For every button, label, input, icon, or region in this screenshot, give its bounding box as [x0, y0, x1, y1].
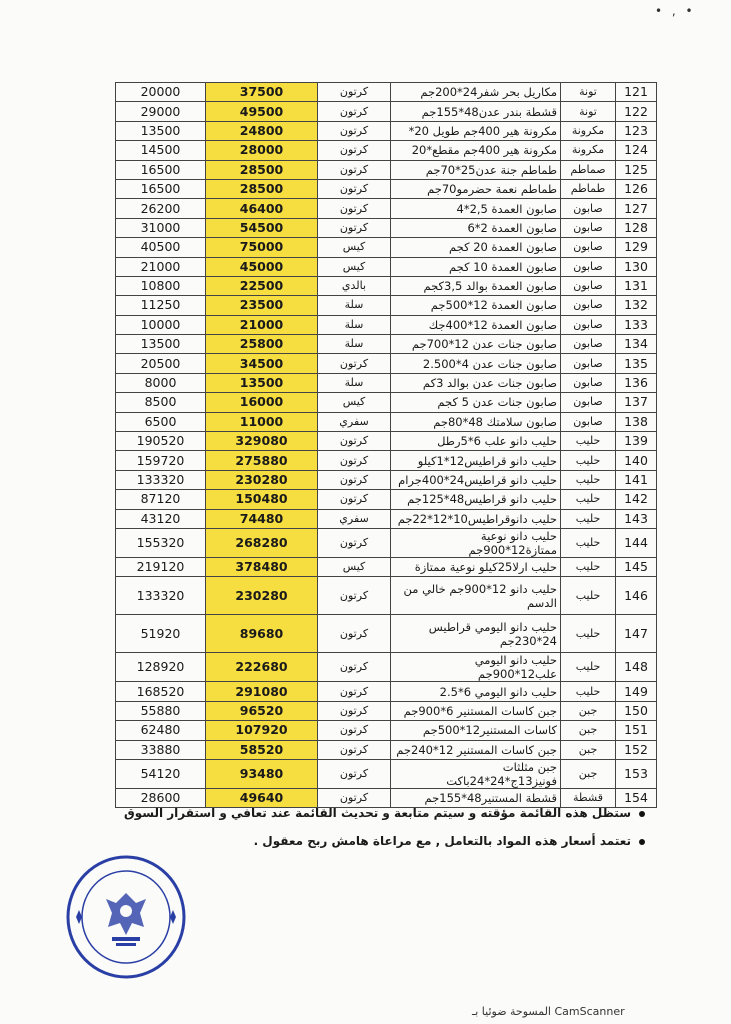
unit-cell: سلة — [318, 315, 391, 334]
unit-cell: كرتون — [318, 682, 391, 701]
table-row — [116, 577, 657, 615]
item-name-cell: حليب ارلا25كيلو نوعية ممتازة — [391, 557, 561, 576]
unit-cell: كرتون — [318, 759, 391, 788]
unit-cell: كرتون — [318, 470, 391, 489]
price-cell: 22500 — [206, 276, 318, 295]
table-row — [116, 141, 657, 160]
old-price-cell: 155320 — [116, 528, 206, 557]
category-cell: صابون — [561, 296, 616, 315]
old-price-cell: 28600 — [116, 788, 206, 807]
row-number-cell: 131 — [616, 276, 657, 295]
price-cell: 96520 — [206, 701, 318, 720]
category-cell: حليب — [561, 490, 616, 509]
category-cell: مكرونة — [561, 121, 616, 140]
old-price-cell: 40500 — [116, 238, 206, 257]
old-price-cell: 29000 — [116, 102, 206, 121]
item-name-cell: صابون العمدة 20 كجم — [391, 238, 561, 257]
price-cell: 49640 — [206, 788, 318, 807]
price-cell: 13500 — [206, 373, 318, 392]
price-cell: 89680 — [206, 615, 318, 653]
old-price-cell: 55880 — [116, 701, 206, 720]
unit-cell: كرتون — [318, 490, 391, 509]
price-cell: 107920 — [206, 721, 318, 740]
row-number-cell: 142 — [616, 490, 657, 509]
old-price-cell: 6500 — [116, 412, 206, 431]
price-cell: 74480 — [206, 509, 318, 528]
table-row — [116, 373, 657, 392]
item-name-cell: جبن كاسات المستنير 12*240جم — [391, 740, 561, 759]
old-price-cell: 62480 — [116, 721, 206, 740]
table-row — [116, 121, 657, 140]
table-row — [116, 682, 657, 701]
category-cell: صماطم — [561, 160, 616, 179]
row-number-cell: 139 — [616, 432, 657, 451]
price-cell: 275880 — [206, 451, 318, 470]
unit-cell: كرتون — [318, 701, 391, 720]
row-number-cell: 148 — [616, 653, 657, 682]
old-price-cell: 14500 — [116, 141, 206, 160]
category-cell: صابون — [561, 335, 616, 354]
category-cell: تونة — [561, 102, 616, 121]
category-cell: صابون — [561, 238, 616, 257]
unit-cell: كرتون — [318, 788, 391, 807]
row-number-cell: 138 — [616, 412, 657, 431]
row-number-cell: 128 — [616, 218, 657, 237]
old-price-cell: 43120 — [116, 509, 206, 528]
old-price-cell: 26200 — [116, 199, 206, 218]
category-cell: تونة — [561, 83, 616, 102]
price-table — [115, 82, 657, 808]
item-name-cell: صابون جنات عدن 5 كجم — [391, 393, 561, 412]
price-cell: 230280 — [206, 577, 318, 615]
row-number-cell: 146 — [616, 577, 657, 615]
item-name-cell: صابون العمدة 2,5*4 — [391, 199, 561, 218]
unit-cell: كرتون — [318, 199, 391, 218]
table-row — [116, 701, 657, 720]
item-name-cell: حليب دانو نوعية ممتازة12*900جم — [391, 528, 561, 557]
old-price-cell: 51920 — [116, 615, 206, 653]
category-cell: جبن — [561, 721, 616, 740]
item-name-cell: صابون العمدة بوالد 3,5كجم — [391, 276, 561, 295]
category-cell: مكرونة — [561, 141, 616, 160]
table-row — [116, 721, 657, 740]
category-cell: جبن — [561, 759, 616, 788]
category-cell: حليب — [561, 470, 616, 489]
unit-cell: كرتون — [318, 577, 391, 615]
item-name-cell: حليب دانو اليومي 6*2.5 — [391, 682, 561, 701]
row-number-cell: 141 — [616, 470, 657, 489]
category-cell: قشطة — [561, 788, 616, 807]
item-name-cell: صابون العمدة 2*6 — [391, 218, 561, 237]
scanner-footer: المسوحة ضوئيا بـ CamScanner — [472, 1005, 625, 1018]
price-cell: 11000 — [206, 412, 318, 431]
category-cell: حليب — [561, 615, 616, 653]
row-number-cell: 136 — [616, 373, 657, 392]
row-number-cell: 129 — [616, 238, 657, 257]
item-name-cell: صابون العمدة 12*400جك — [391, 315, 561, 334]
unit-cell: بالدي — [318, 276, 391, 295]
old-price-cell: 10000 — [116, 315, 206, 334]
price-cell: 28000 — [206, 141, 318, 160]
note-text: ستظل هذه القائمة مؤقته و سيتم متابعة و تحديث القائمة عند تعافي و استقرار السوق — [124, 806, 631, 820]
price-cell: 34500 — [206, 354, 318, 373]
row-number-cell: 150 — [616, 701, 657, 720]
item-name-cell: حليب دانو 12*900جم خالي من الدسم — [391, 577, 561, 615]
old-price-cell: 16500 — [116, 160, 206, 179]
table-row — [116, 759, 657, 788]
category-cell: حليب — [561, 577, 616, 615]
old-price-cell: 31000 — [116, 218, 206, 237]
item-name-cell: حليب دانو قراطيس24*400جرام — [391, 470, 561, 489]
category-cell: صابون — [561, 393, 616, 412]
category-cell: حليب — [561, 451, 616, 470]
category-cell: صابون — [561, 199, 616, 218]
unit-cell: كرتون — [318, 451, 391, 470]
old-price-cell: 159720 — [116, 451, 206, 470]
unit-cell: سلة — [318, 373, 391, 392]
unit-cell: سفري — [318, 412, 391, 431]
row-number-cell: 134 — [616, 335, 657, 354]
unit-cell: كرتون — [318, 179, 391, 198]
row-number-cell: 135 — [616, 354, 657, 373]
category-cell: صابون — [561, 257, 616, 276]
price-cell: 45000 — [206, 257, 318, 276]
unit-cell: كيس — [318, 393, 391, 412]
item-name-cell: طماطم نعمة حضرمو70جم — [391, 179, 561, 198]
price-cell: 23500 — [206, 296, 318, 315]
category-cell: حليب — [561, 509, 616, 528]
price-cell: 93480 — [206, 759, 318, 788]
table-row — [116, 432, 657, 451]
item-name-cell: صابون العمدة 12*500جم — [391, 296, 561, 315]
table-row — [116, 238, 657, 257]
unit-cell: سفري — [318, 509, 391, 528]
table-row — [116, 179, 657, 198]
table-row — [116, 315, 657, 334]
table-row — [116, 557, 657, 576]
unit-cell: كرتون — [318, 83, 391, 102]
price-cell: 49500 — [206, 102, 318, 121]
note-item — [70, 834, 645, 848]
unit-cell: كرتون — [318, 615, 391, 653]
category-cell: حليب — [561, 528, 616, 557]
category-cell: طماطم — [561, 179, 616, 198]
unit-cell: كيس — [318, 557, 391, 576]
price-cell: 329080 — [206, 432, 318, 451]
price-cell: 25800 — [206, 335, 318, 354]
old-price-cell: 133320 — [116, 470, 206, 489]
item-name-cell: حليب دانو اليومي قراطيس 24*230جم — [391, 615, 561, 653]
old-price-cell: 87120 — [116, 490, 206, 509]
category-cell: حليب — [561, 653, 616, 682]
table-row — [116, 412, 657, 431]
row-number-cell: 126 — [616, 179, 657, 198]
price-cell: 54500 — [206, 218, 318, 237]
row-number-cell: 127 — [616, 199, 657, 218]
row-number-cell: 151 — [616, 721, 657, 740]
price-table-container — [115, 82, 656, 808]
price-cell: 37500 — [206, 83, 318, 102]
bullet-icon — [639, 811, 645, 817]
row-number-cell: 132 — [616, 296, 657, 315]
category-cell: صابون — [561, 354, 616, 373]
old-price-cell: 8000 — [116, 373, 206, 392]
row-number-cell: 153 — [616, 759, 657, 788]
old-price-cell: 54120 — [116, 759, 206, 788]
old-price-cell: 190520 — [116, 432, 206, 451]
unit-cell: كرتون — [318, 160, 391, 179]
old-price-cell: 10800 — [116, 276, 206, 295]
row-number-cell: 144 — [616, 528, 657, 557]
old-price-cell: 16500 — [116, 179, 206, 198]
price-cell: 46400 — [206, 199, 318, 218]
table-row — [116, 296, 657, 315]
item-name-cell: قشطة المستنير48*155جم — [391, 788, 561, 807]
row-number-cell: 121 — [616, 83, 657, 102]
item-name-cell: حليب دانو علب 6*5رطل — [391, 432, 561, 451]
unit-cell: كرتون — [318, 740, 391, 759]
category-cell: صابون — [561, 315, 616, 334]
old-price-cell: 8500 — [116, 393, 206, 412]
table-row — [116, 528, 657, 557]
table-row — [116, 393, 657, 412]
unit-cell: كرتون — [318, 102, 391, 121]
table-row — [116, 451, 657, 470]
item-name-cell: صابون جنات عدن 4*2.500 — [391, 354, 561, 373]
table-row — [116, 615, 657, 653]
item-name-cell: كاسات المستنير12*500جم — [391, 721, 561, 740]
bullet-icon — [639, 839, 645, 845]
table-row — [116, 276, 657, 295]
old-price-cell: 128920 — [116, 653, 206, 682]
price-cell: 75000 — [206, 238, 318, 257]
old-price-cell: 13500 — [116, 121, 206, 140]
price-cell: 28500 — [206, 160, 318, 179]
item-name-cell: حليب دانو قراطيس48*125جم — [391, 490, 561, 509]
note-text: تعتمد أسعار هذه المواد بالتعامل , مع مراعاة هامش ربح معقول . — [253, 834, 631, 848]
price-cell: 24800 — [206, 121, 318, 140]
price-cell: 150480 — [206, 490, 318, 509]
table-row — [116, 509, 657, 528]
price-cell: 58520 — [206, 740, 318, 759]
row-number-cell: 130 — [616, 257, 657, 276]
item-name-cell: مكرونة هير 400جم مقطع*20 — [391, 141, 561, 160]
table-row — [116, 218, 657, 237]
table-row — [116, 102, 657, 121]
unit-cell: كرتون — [318, 354, 391, 373]
table-row — [116, 257, 657, 276]
item-name-cell: حليب دانو قراطيس12*1كيلو — [391, 451, 561, 470]
price-cell: 222680 — [206, 653, 318, 682]
old-price-cell: 21000 — [116, 257, 206, 276]
price-table-body — [116, 83, 657, 808]
category-cell: جبن — [561, 740, 616, 759]
price-cell: 378480 — [206, 557, 318, 576]
row-number-cell: 149 — [616, 682, 657, 701]
item-name-cell: صابون العمدة 10 كجم — [391, 257, 561, 276]
price-cell: 268280 — [206, 528, 318, 557]
item-name-cell: مكاريل بحر شفر24*200جم — [391, 83, 561, 102]
item-name-cell: قشطة بندر عدن48*155جم — [391, 102, 561, 121]
category-cell: حليب — [561, 432, 616, 451]
item-name-cell: صابون جنات عدن بوالد 3كم — [391, 373, 561, 392]
table-row — [116, 354, 657, 373]
unit-cell: كرتون — [318, 218, 391, 237]
row-number-cell: 122 — [616, 102, 657, 121]
category-cell: جبن — [561, 701, 616, 720]
row-number-cell: 147 — [616, 615, 657, 653]
table-row — [116, 653, 657, 682]
table-row — [116, 160, 657, 179]
item-name-cell: حليب دانو اليومي علب12*900جم — [391, 653, 561, 682]
old-price-cell: 33880 — [116, 740, 206, 759]
category-cell: حليب — [561, 682, 616, 701]
row-number-cell: 133 — [616, 315, 657, 334]
table-row — [116, 740, 657, 759]
price-cell: 230280 — [206, 470, 318, 489]
unit-cell: كرتون — [318, 721, 391, 740]
category-cell: صابون — [561, 218, 616, 237]
row-number-cell: 137 — [616, 393, 657, 412]
row-number-cell: 125 — [616, 160, 657, 179]
table-row — [116, 199, 657, 218]
unit-cell: كرتون — [318, 141, 391, 160]
row-number-cell: 140 — [616, 451, 657, 470]
item-name-cell: جبن كاسات المستنير 6*900جم — [391, 701, 561, 720]
row-number-cell: 123 — [616, 121, 657, 140]
old-price-cell: 20000 — [116, 83, 206, 102]
official-seal-icon — [62, 853, 190, 981]
row-number-cell: 154 — [616, 788, 657, 807]
item-name-cell: جبن مثلثات فونيز13ج*24*24باكت — [391, 759, 561, 788]
table-row — [116, 470, 657, 489]
unit-cell: كرتون — [318, 528, 391, 557]
price-cell: 291080 — [206, 682, 318, 701]
item-name-cell: صابون جنات عدن 12*700جم — [391, 335, 561, 354]
row-number-cell: 143 — [616, 509, 657, 528]
row-number-cell: 145 — [616, 557, 657, 576]
unit-cell: كرتون — [318, 653, 391, 682]
item-name-cell: مكرونة هير 400جم طويل 20* — [391, 121, 561, 140]
old-price-cell: 168520 — [116, 682, 206, 701]
table-row — [116, 490, 657, 509]
unit-cell: كيس — [318, 238, 391, 257]
unit-cell: سلة — [318, 296, 391, 315]
note-item — [70, 806, 645, 820]
item-name-cell: حليب دانوقراطيس10*12*22جم — [391, 509, 561, 528]
old-price-cell: 11250 — [116, 296, 206, 315]
old-price-cell: 133320 — [116, 577, 206, 615]
category-cell: صابون — [561, 373, 616, 392]
table-row — [116, 335, 657, 354]
price-cell: 16000 — [206, 393, 318, 412]
item-name-cell: طماطم جنة عدن25*70جم — [391, 160, 561, 179]
old-price-cell: 13500 — [116, 335, 206, 354]
table-row — [116, 788, 657, 807]
unit-cell: كرتون — [318, 432, 391, 451]
price-cell: 28500 — [206, 179, 318, 198]
row-number-cell: 152 — [616, 740, 657, 759]
category-cell: صابون — [561, 412, 616, 431]
old-price-cell: 20500 — [116, 354, 206, 373]
category-cell: صابون — [561, 276, 616, 295]
item-name-cell: صابون سلامتك 48*80جم — [391, 412, 561, 431]
old-price-cell: 219120 — [116, 557, 206, 576]
category-cell: حليب — [561, 557, 616, 576]
table-row — [116, 83, 657, 102]
unit-cell: كرتون — [318, 121, 391, 140]
unit-cell: سلة — [318, 335, 391, 354]
unit-cell: كيس — [318, 257, 391, 276]
price-cell: 21000 — [206, 315, 318, 334]
page-corner-mark: • , • — [655, 4, 696, 18]
row-number-cell: 124 — [616, 141, 657, 160]
